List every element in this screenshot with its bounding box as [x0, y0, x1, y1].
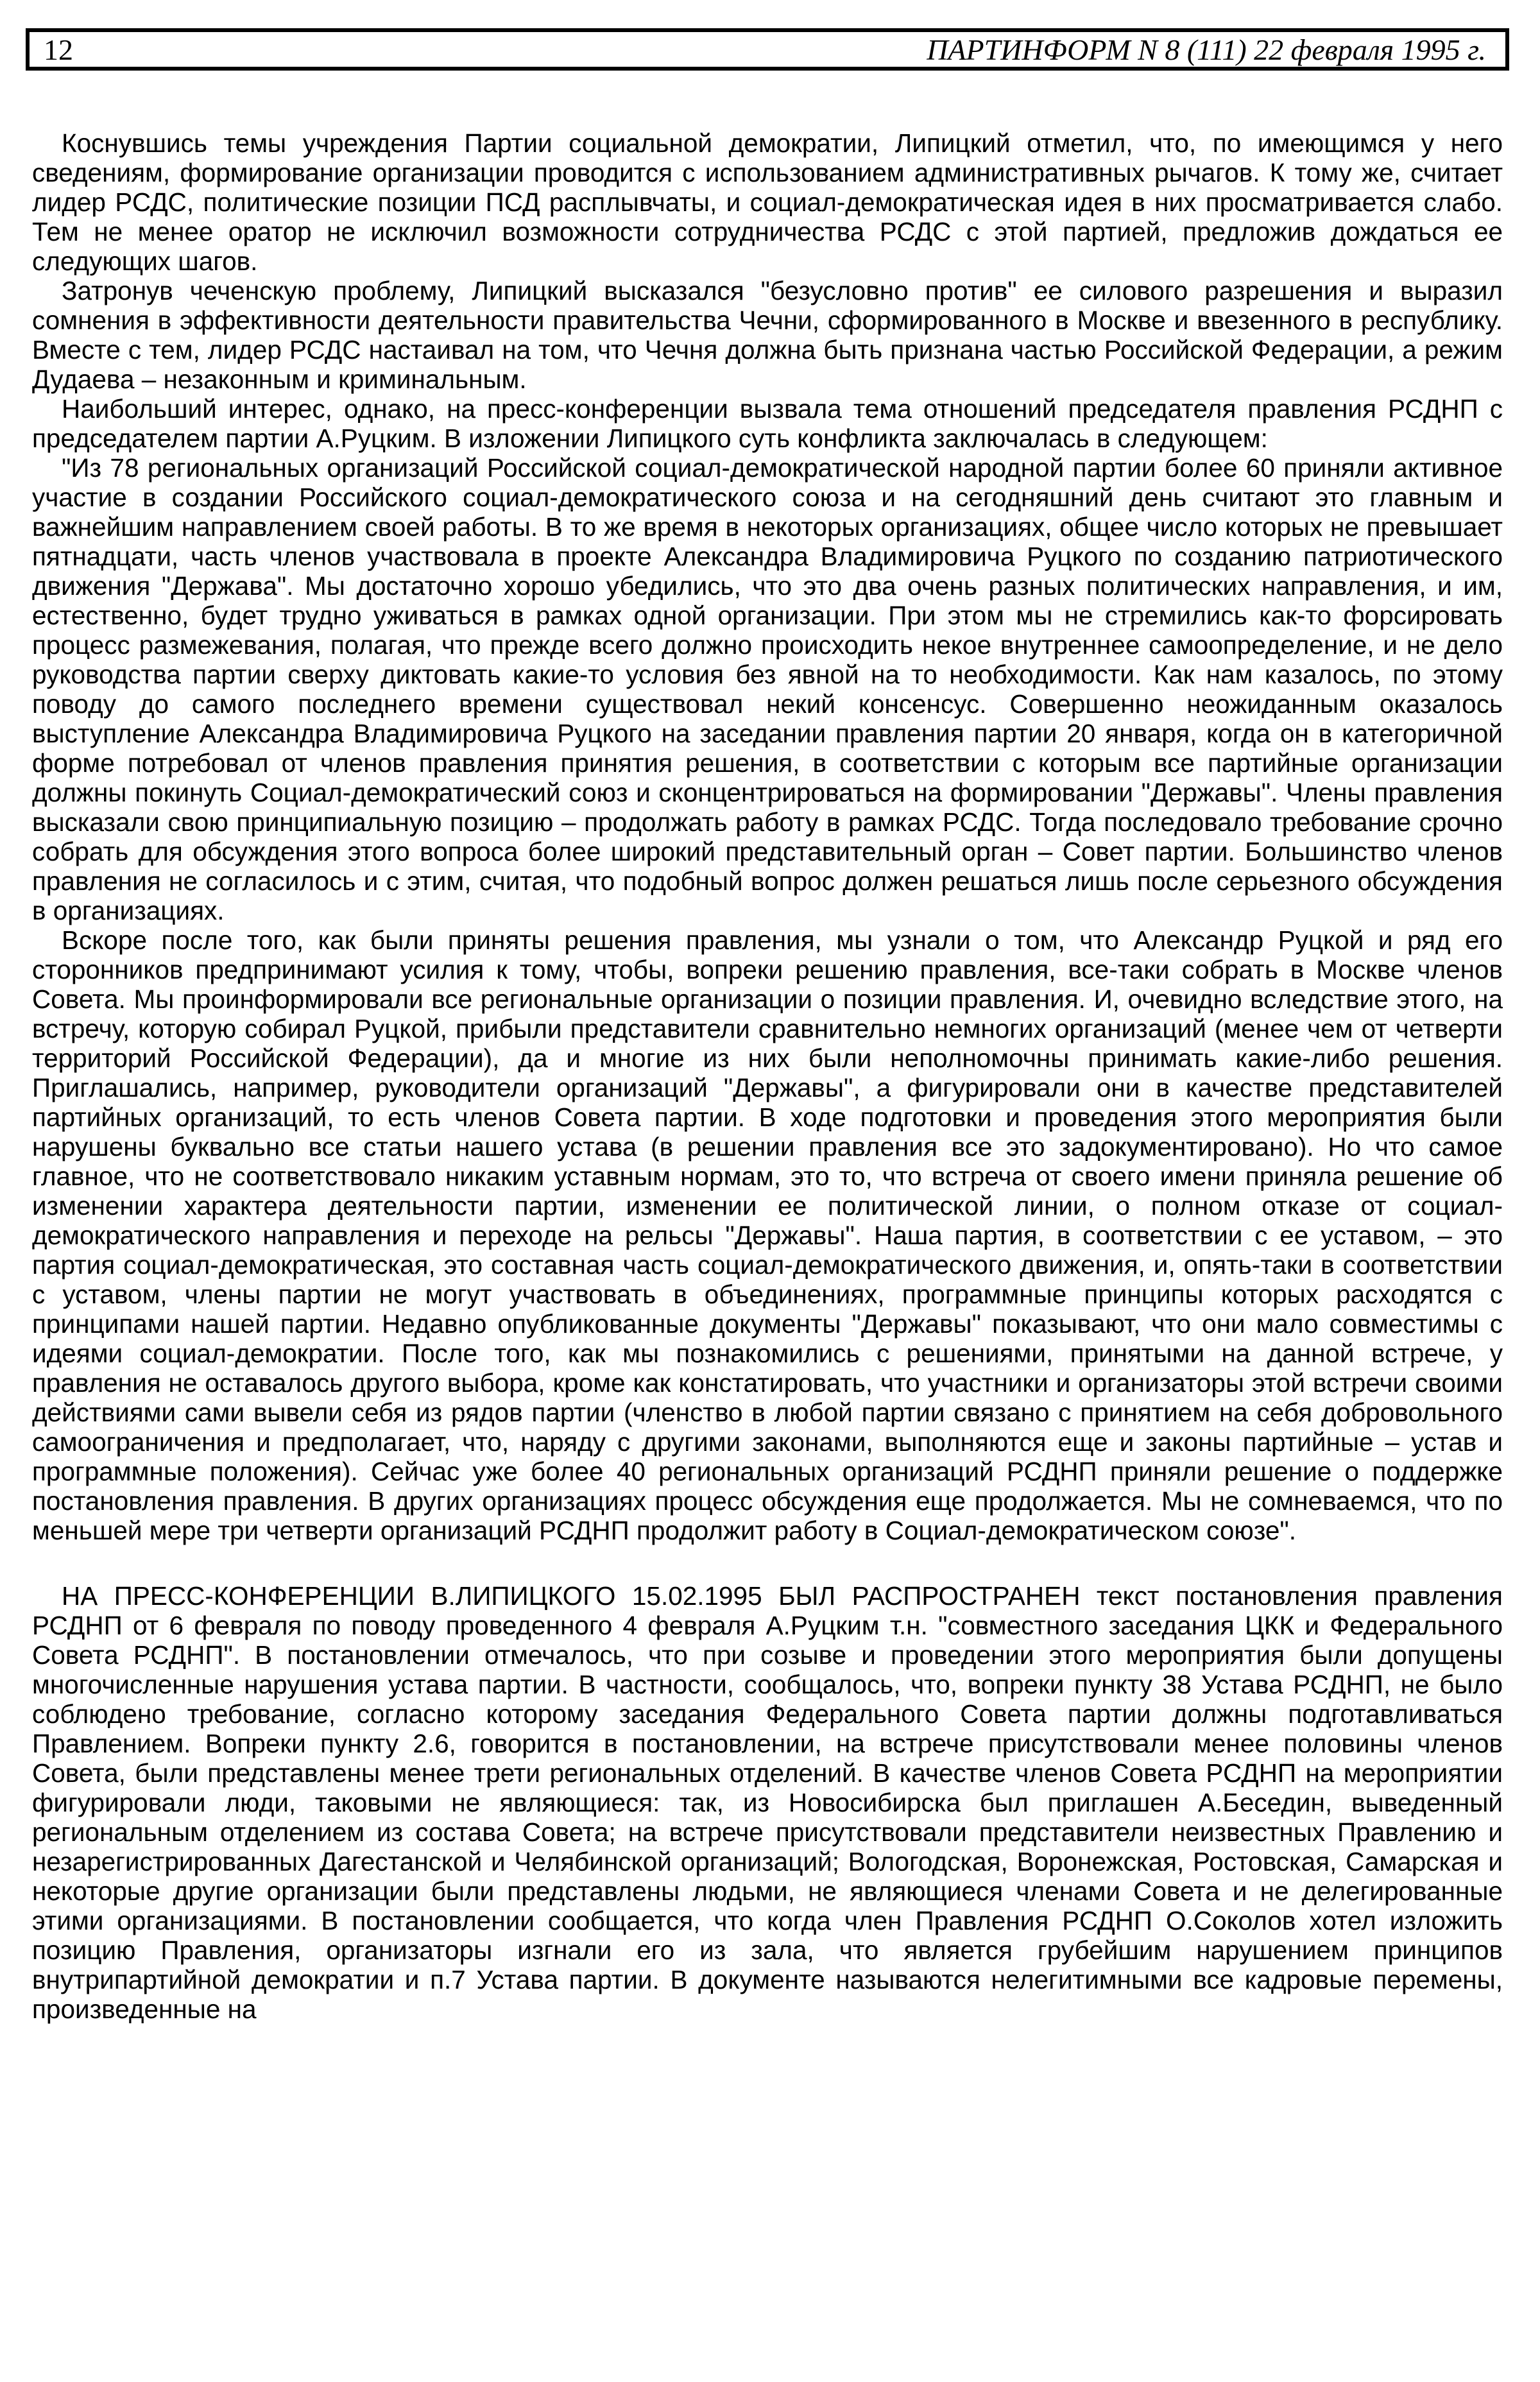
publication-title: ПАРТИНФОРМ N 8 (111) 22 февраля 1995 г.: [927, 33, 1486, 66]
page-header: [26, 28, 1509, 71]
article-body: [32, 128, 1503, 2024]
paragraph: Вскоре после того, как были приняты решения правления, мы узнали о том, что Александр Руцкой и ряд его сторонников предпринимают усилия к тому, чтобы, вопреки решению правления, все-таки собрать в Москве членов Совета. Мы проинформировали все региональные организации о позиции правления. И, очевидно вследствие этого, на встречу, которую собирал Руцкой, прибыли представители сравнительно немногих организаций (менее чем от четверти территорий Российской Федерации), да и многие из них были неполномочны принимать какие-либо решения. Приглашались, например, руководители организаций "Державы", а фигурировали они в качестве представителей партийных организаций, то есть членов Совета партии. В ходе подготовки и проведения этого мероприятия были нарушены буквально все статьи нашего устава (в решении правления все это задокументировано). Но что самое главное, что не соответствовало никаким уставным нормам, это то, что встреча от своего имени приняла решение об изменении характера деятельности партии, изменении ее политической линии, о полном отказе от социал-демократического направления и переходе на рельсы "Державы". Наша партия, в соответствии с ее уставом, – это партия социал-демократическая, это составная часть социал-демократического движения, и, опять-таки в соответствии с уставом, члены партии не могут участвовать в объединениях, программные принципы которых расходятся с принципами нашей партии. Недавно опубликованные документы "Державы" показывают, что они мало совместимы с идеями социал-демократии. После того, как мы познакомились с решениями, принятыми на данной встрече, у правления не оставалось другого выбора, кроме как констатировать, что участники и организаторы этой встречи своими действиями сами вывели себя из рядов партии (членство в любой партии связано с принятием на себя добровольного самоограничения и предполагает, что, наряду с другими законами, выполняются еще и законы партийные – устав и программные положения). Сейчас уже более 40 региональных организаций РСДНП приняли решение о поддержке постановления правления. В других организациях процесс обсуждения еще продолжается. Мы не сомневаемся, что по меньшей мере три четверти организаций РСДНП продолжит работу в Социал-демократическом союзе".: [32, 925, 1503, 1545]
paragraph: "Из 78 региональных организаций Российской социал-демократической народной партии более 60 приняли активное участие в создании Российского социал-демократического союза и на сегодняшний день считают это главным и важнейшим направлением своей работы. В то же время в некоторых организациях, общее число которых не превышает пятнадцати, часть членов участвовала в проекте Александра Владимировича Руцкого по созданию патриотического движения "Держава". Мы достаточно хорошо убедились, что это два очень разных политических направления, и им, естественно, будет трудно уживаться в рамках одной организации. При этом мы не стремились как-то форсировать процесс размежевания, полагая, что прежде всего должно происходить некое внутреннее самоопределение, и не дело руководства партии сверху диктовать какие-то условия без явной на то необходимости. Как нам казалось, по этому поводу до самого последнего времени существовал некий консенсус. Совершенно неожиданным оказалось выступление Александра Владимировича Руцкого на заседании правления партии 20 января, когда он в категоричной форме потребовал от членов правления принятия решения, в соответствии с которым все партийные организации должны покинуть Социал-демократический союз и сконцентрироваться на формировании "Державы". Члены правления высказали свою принципиальную позицию – продолжать работу в рамках РСДС. Тогда последовало требование срочно собрать для обсуждения этого вопроса более широкий представительный орган – Совет партии. Большинство членов правления не согласилось и с этим, считая, что подобный вопрос должен решаться лишь после серьезного обсуждения в организациях.: [32, 453, 1503, 925]
page-number: 12: [44, 33, 73, 66]
paragraph: Наибольший интерес, однако, на пресс-конференции вызвала тема отношений председателя правления РСДНП с председателем партии А.Руцким. В изложении Липицкого суть конфликта заключалась в следующем:: [32, 394, 1503, 453]
paragraph: НА ПРЕСС-КОНФЕРЕНЦИИ В.ЛИПИЦКОГО 15.02.1995 БЫЛ РАСПРОСТРАНЕН текст постановления правления РСДНП от 6 февраля по поводу проведенного 4 февраля А.Руцким т.н. "совместного заседания ЦКК и Федерального Совета РСДНП". В постановлении отмечалось, что при созыве и проведении этого мероприятия были допущены многочисленные нарушения устава партии. В частности, сообщалось, что, вопреки пункту 38 Устава РСДНП, не было соблюдено требование, согласно которому заседания Федерального Совета партии должны подготавливаться Правлением. Вопреки пункту 2.6, говорится в постановлении, на встрече присутствовали менее половины членов Совета, были представлены менее трети региональных отделений. В качестве членов Совета РСДНП на мероприятии фигурировали люди, таковыми не являющиеся: так, из Новосибирска был приглашен А.Беседин, выведенный региональным отделением из состава Совета; на встрече присутствовали представители неизвестных Правлению и незарегистрированных Дагестанской и Челябинской организаций; Вологодская, Воронежская, Ростовская, Самарская и некоторые другие организации были представлены людьми, не являющиеся членами Совета и не делегированные этими организациями. В постановлении сообщается, что когда член Правления РСДНП О.Соколов хотел изложить позицию Правления, организаторы изгнали его из зала, что является грубейшим нарушением принципов внутрипартийной демократии и п.7 Устава партии. В документе называются нелегитимными все кадровые перемены, произведенные на: [32, 1581, 1503, 2024]
paragraph: Затронув чеченскую проблему, Липицкий высказался "безусловно против" ее силового разрешения и выразил сомнения в эффективности деятельности правительства Чечни, сформированного в Москве и ввезенного в республику. Вместе с тем, лидер РСДС настаивал на том, что Чечня должна быть признана частью Российской Федерации, а режим Дудаева – незаконным и криминальным.: [32, 276, 1503, 394]
paragraph: Коснувшись темы учреждения Партии социальной демократии, Липицкий отметил, что, по имеющимся у него сведениям, формирование организации проводится с использованием административных рычагов. К тому же, считает лидер РСДС, политические позиции ПСД расплывчаты, и социал-демократическая идея в них просматривается слабо. Тем не менее оратор не исключил возможности сотрудничества РСДС с этой партией, предложив дождаться ее следующих шагов.: [32, 128, 1503, 276]
